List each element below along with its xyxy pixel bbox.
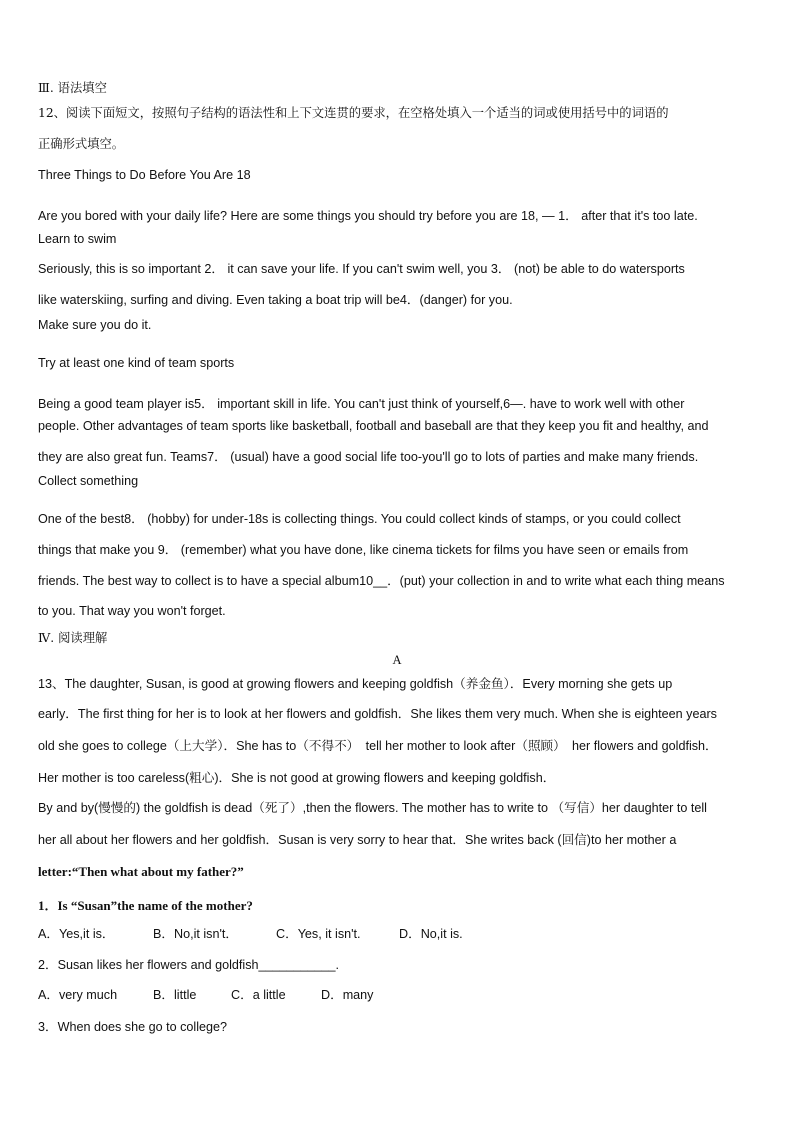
subheading-learn-to-swim: Learn to swim xyxy=(38,232,117,246)
q2-option-a[interactable]: A．very much xyxy=(38,988,118,1002)
section-heading-reading: Ⅳ. 阅读理解 xyxy=(38,631,108,645)
paragraph-team-line3: they are also great fun. Teams7． (usual) have a good social life too-you'll go to lots of parties and make many friends. xyxy=(38,450,699,464)
reading-line2: early．The first thing for her is to look at her flowers and goldfish．She likes them very much. When she is eighteen years xyxy=(38,707,717,721)
question-2: 2．Susan likes her flowers and goldfish___________. xyxy=(38,958,340,972)
q1-option-d[interactable]: D．No,it is. xyxy=(399,927,463,941)
reading-line6: her all about her flowers and her goldfish．Susan is very sorry to hear that．She writes back (回信)to her mother a xyxy=(38,833,677,847)
question-1-options xyxy=(38,926,463,942)
paragraph-intro: Are you bored with your daily life? Here are some things you should try before you are 18, — 1． after that it's too late. xyxy=(38,209,698,223)
question-3: 3．When does she go to college? xyxy=(38,1020,228,1034)
passage-label: A xyxy=(392,653,402,667)
paragraph-collect-line1: One of the best8． (hobby) for under-18s is collecting things. You could collect kinds of stamps, or you could collect xyxy=(38,512,681,526)
q1-option-c[interactable]: C．Yes, it isn't. xyxy=(276,927,361,941)
subheading-collect-something: Collect something xyxy=(38,474,139,488)
paragraph-swim-line2: like waterskiing, surfing and diving. Even taking a boat trip will be4．(danger) for you. xyxy=(38,293,513,307)
paragraph-collect-line3: friends. The best way to collect is to have a special album10__．(put) your collection in and to write what each thing means xyxy=(38,574,725,588)
reading-line1: 13、The daughter, Susan, is good at growing flowers and keeping goldfish（养金鱼）．Every morning she gets up xyxy=(38,677,673,691)
section-heading-grammar: Ⅲ. 语法填空 xyxy=(38,81,107,95)
reading-line7: letter:“Then what about my father?” xyxy=(38,864,244,879)
q1-option-b[interactable]: B．No,it isn't． xyxy=(153,927,238,941)
question-1: 1．Is “Susan”the name of the mother? xyxy=(38,898,253,913)
passage-title: Three Things to Do Before You Are 18 xyxy=(38,168,251,182)
paragraph-team-line2: people. Other advantages of team sports like basketball, football and baseball are that they keep you fit and healthy, and xyxy=(38,419,709,433)
paragraph-swim-line1: Seriously, this is so important 2． it can save your life. If you can't swim well, you 3． (not) be able to do watersports xyxy=(38,262,685,276)
paragraph-collect-line2: things that make you 9． (remember) what you have done, like cinema tickets for films you have seen or emails from xyxy=(38,543,689,557)
subheading-team-sports: Try at least one kind of team sports xyxy=(38,356,235,370)
q2-option-d[interactable]: D．many xyxy=(321,988,374,1002)
question-2-options xyxy=(38,987,373,1003)
reading-line5: By and by(慢慢的) the goldfish is dead（死了）,then the flowers. The mother has to write to （写信）her daughter to tell xyxy=(38,801,707,815)
reading-line3: old she goes to college（上大学）．She has to（不得不） tell her mother to look after（照顾） her flowers and goldfish． xyxy=(38,739,718,753)
q2-option-b[interactable]: B．little xyxy=(153,988,197,1002)
paragraph-collect-line4: to you. That way you won't forget. xyxy=(38,604,226,618)
q12-instructions-line2: 正确形式填空。 xyxy=(38,137,125,151)
paragraph-team-line1: Being a good team player is5． important skill in life. You can't just think of yourself,6—. have to work well with other xyxy=(38,397,685,411)
q1-option-a[interactable]: A．Yes,it is． xyxy=(38,927,115,941)
q12-instructions-line1: 12、阅读下面短文，按照句子结构的语法性和上下文连贯的要求，在空格处填入一个适当的词或使用括号中的词语的 xyxy=(38,106,669,120)
paragraph-swim-line3: Make sure you do it. xyxy=(38,318,152,332)
reading-line4: Her mother is too careless(粗心)．She is not good at growing flowers and keeping goldfish． xyxy=(38,771,556,785)
q2-option-c[interactable]: C．a little xyxy=(231,988,286,1002)
